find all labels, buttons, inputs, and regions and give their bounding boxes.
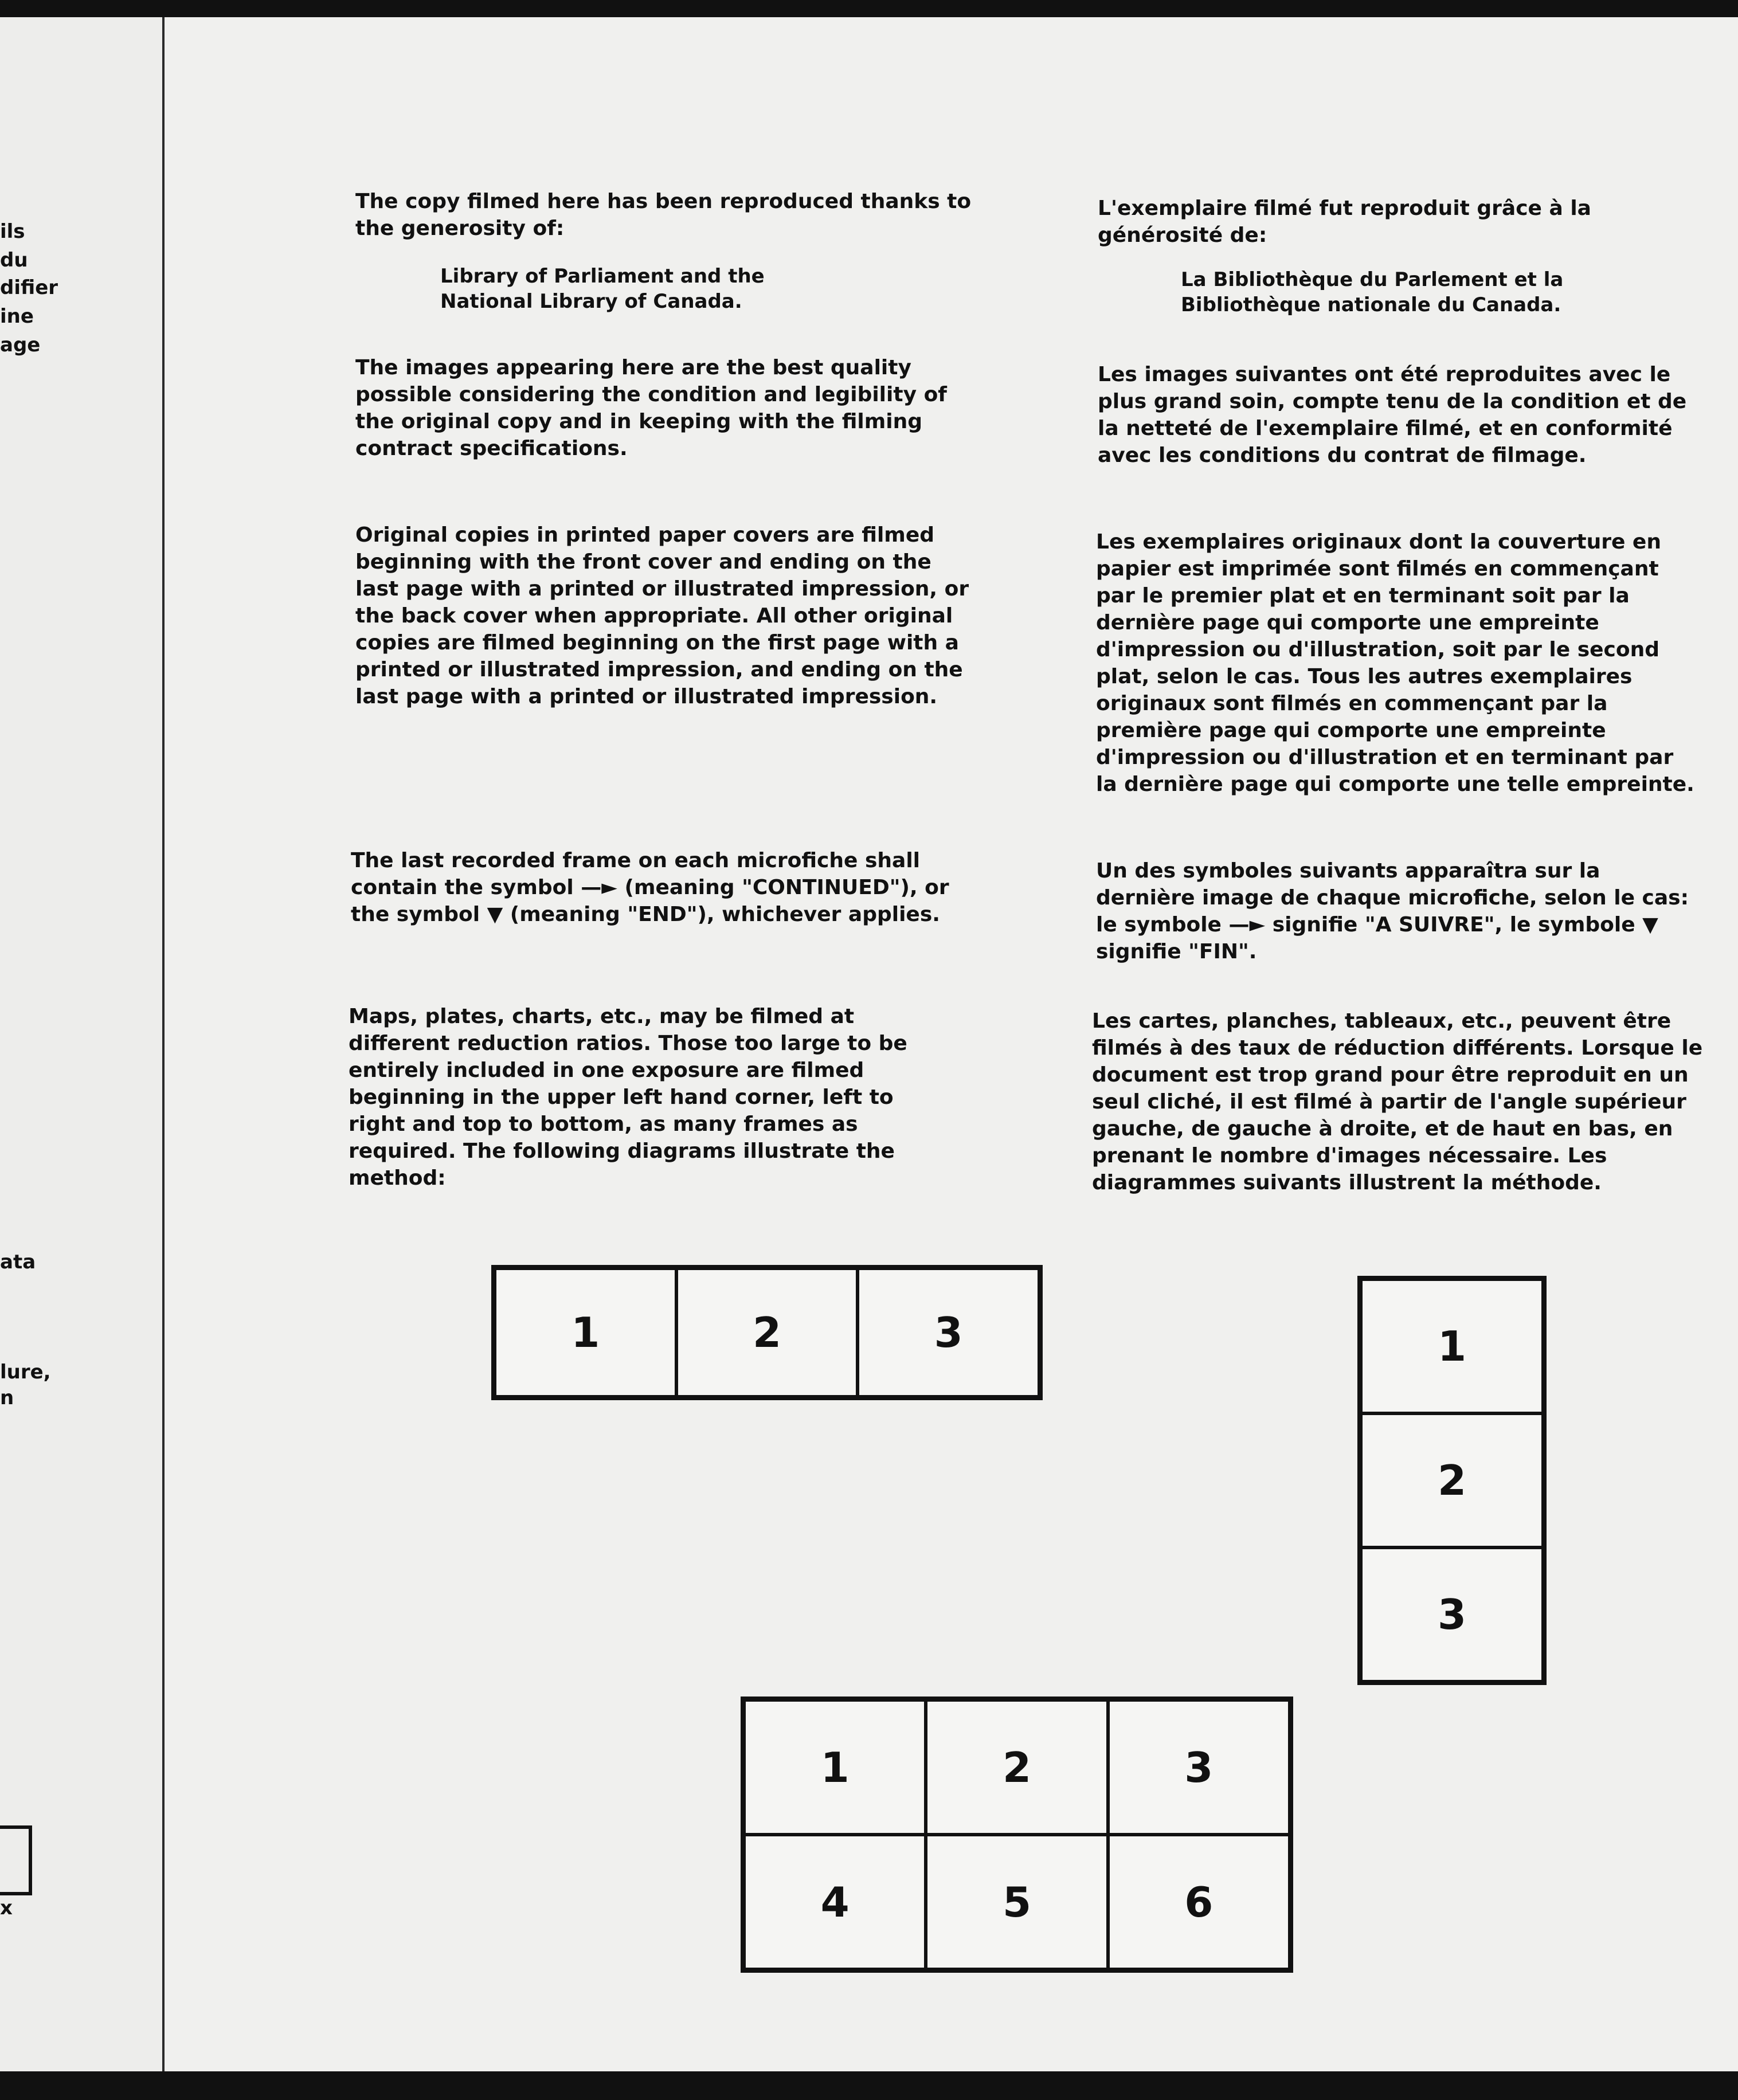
en-thanks: The copy filmed here has been reproduced thanks to the generosity of: (355, 190, 972, 240)
frame-cell: 2 (676, 1268, 858, 1397)
frame-cell: 5 (926, 1835, 1107, 1969)
frame-cell: 6 (1108, 1835, 1290, 1969)
fr-symbols: Un des symboles suivants apparaîtra sur la dernière image de chaque microfiche, selon le cas: le symbole —► signifie "A SUIVRE", le symbole ▼ signifie "FIN". (1096, 859, 1689, 963)
frame-cell: 1 (495, 1268, 676, 1397)
diagram-row (491, 1265, 1043, 1400)
edge-fragment: ils (0, 220, 25, 243)
frame-cell: 2 (926, 1700, 1107, 1835)
document-page (0, 17, 1738, 2071)
edge-fragment: du (0, 249, 28, 272)
box-fragment (0, 1825, 32, 1895)
frame-cell: 1 (1361, 1279, 1543, 1413)
frame-cell: 3 (1361, 1547, 1543, 1682)
frame-cell: 4 (744, 1835, 926, 1969)
edge-fragment: x (0, 1897, 13, 1919)
edge-fragment: ine (0, 305, 34, 328)
en-institution: Library of Parliament and the National Library of Canada. (440, 265, 765, 313)
diagram-column (1357, 1276, 1547, 1685)
fr-thanks: L'exemplaire filmé fut reproduit grâce à la générosité de: (1098, 197, 1591, 247)
edge-fragment: n (0, 1386, 14, 1409)
frame-cell: 3 (858, 1268, 1039, 1397)
diagram-grid (741, 1697, 1293, 1973)
fr-quality: Les images suivantes ont été reproduites avec le plus grand soin, compte tenu de la condition et de la netteté de l'exemplaire filmé, et en conformité avec les conditions du contrat de filmage. (1098, 363, 1687, 467)
edge-fragment: ata (0, 1251, 36, 1274)
frame-cell: 2 (1361, 1413, 1543, 1547)
frame-cell: 3 (1108, 1700, 1290, 1835)
fr-maps: Les cartes, planches, tableaux, etc., peuvent être filmés à des taux de réduction différents. Lorsque le document est trop grand pour être reproduit en un seul cliché, il est filmé à partir de l'angle supérieur gauche, de gauche à droite, et de haut en bas, en prenant le nombre d'images nécessaire. Les diagrammes suivants illustrent la méthode. (1092, 1009, 1703, 1194)
frame-cell: 1 (744, 1700, 926, 1835)
fr-originals: Les exemplaires originaux dont la couverture en papier est imprimée sont filmés en commençant par le premier plat et en terminant soit par la dernière page qui comporte une empreinte d'impression ou d'illustration, soit par le second plat, selon le cas. Tous les autres exemplaires originaux sont filmés en commençant par la première page qui comporte une empreinte d'impression ou d'illustration et en terminant par la dernière page qui comporte une telle empreinte. (1096, 530, 1694, 796)
en-maps: Maps, plates, charts, etc., may be filmed at different reduction ratios. Those too large to be entirely included in one exposure are filmed beginning in the upper left hand corner, left to right and top to bottom, as many frames as required. The following diagrams illustrate the method: (349, 1005, 907, 1190)
fr-institution: La Bibliothèque du Parlement et la Bibliothèque nationale du Canada. (1181, 268, 1564, 316)
en-symbols: The last recorded frame on each microfiche shall contain the symbol —► (meaning "CONTINUED"), or the symbol ▼ (meaning "END"), whichever applies. (351, 849, 949, 926)
film-border (0, 2071, 1738, 2100)
en-quality: The images appearing here are the best quality possible considering the condition and legibility of the original copy and in keeping with the filming contract specifications. (355, 356, 947, 460)
edge-fragment: age (0, 334, 41, 356)
edge-fragment: lure, (0, 1361, 51, 1384)
edge-fragment: difier (0, 276, 58, 299)
previous-page-strip (0, 17, 165, 2071)
en-originals: Original copies in printed paper covers are filmed beginning with the front cover and ending on the last page with a printed or illustrated impression, or the back cover when appropriate. All other original copies are filmed beginning on the first page with a printed or illustrated impression, and ending on the last page with a printed or illustrated impression. (355, 523, 969, 708)
